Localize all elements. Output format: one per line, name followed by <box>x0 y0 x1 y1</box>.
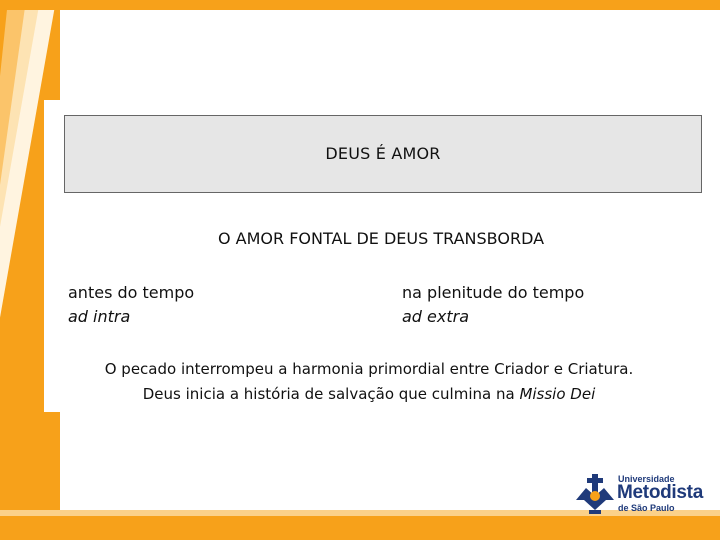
slide-subtitle: O AMOR FONTAL DE DEUS TRANSBORDA <box>218 229 545 248</box>
right-column-line2: ad extra <box>402 307 470 326</box>
metodista-logo-icon <box>576 470 614 516</box>
right-column-line1: na plenitude do tempo <box>402 283 585 302</box>
bottom-orange-band <box>0 516 720 540</box>
paragraph-line-1: O pecado interrompeu a harmonia primordial entre Criador e Criatura. <box>104 360 634 378</box>
left-column <box>68 281 194 329</box>
paragraph-line-2-emphasis: Missio Dei <box>519 385 596 403</box>
logo-subtext: de São Paulo <box>618 503 675 513</box>
right-column <box>402 281 584 329</box>
logo-name: Metodista <box>617 482 703 503</box>
logo-top-text: Universidade <box>618 474 675 484</box>
left-column-line2: ad intra <box>68 307 131 326</box>
paragraph-line-2-text: Deus inicia a história de salvação que culmina na <box>142 385 520 403</box>
title-box <box>64 115 702 193</box>
slide-title: DEUS É AMOR <box>325 144 441 163</box>
paragraph-line-2 <box>0 385 720 403</box>
left-column-line1: antes do tempo <box>68 283 195 302</box>
top-orange-band <box>0 0 720 10</box>
university-logo <box>576 470 716 516</box>
